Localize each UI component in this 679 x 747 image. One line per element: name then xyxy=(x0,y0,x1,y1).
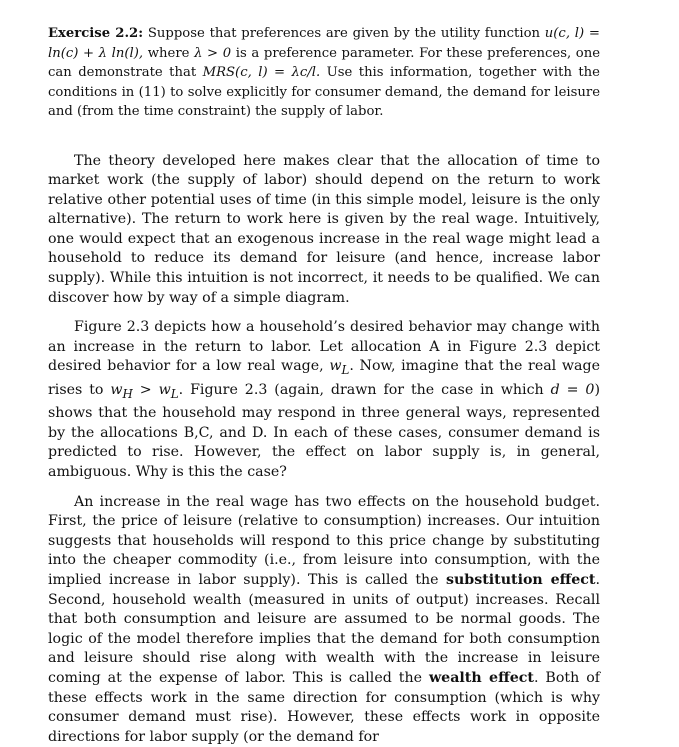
exercise-text-1: Suppose that preferences are given by the utility function xyxy=(147,26,541,41)
p2-text-a: Figure 2.3 depicts how a household’s desired behavior may change with an increase in the return to labor. Let allocation A in Figure 2.3 depict desired behavior for a low real wage, xyxy=(48,319,600,375)
lambda-condition: λ > 0 xyxy=(194,45,232,61)
d-zero: d = 0 xyxy=(550,381,595,398)
document-page xyxy=(48,24,600,747)
p3-text-a: An increase in the real wage has two effects on the household budget. First, the price of leisure (relative to consumption) increases. Our intuition suggests that households will respond to this price change by substituting into the cheaper commodity (i.e., from leisure into consumption, with the implied increase in labor supply). This is called the xyxy=(48,493,600,589)
utility-expression: u(c, l) = ln(c) + λ ln(l), xyxy=(48,26,600,61)
exercise-where: where xyxy=(147,45,190,61)
substitution-effect-term: substitution effect xyxy=(446,572,596,589)
paragraph-figure xyxy=(48,318,600,482)
p2-text-b: . Now, imagine that the real wage rises to xyxy=(48,358,600,398)
paragraph-effects xyxy=(48,493,600,747)
mrs-expression: MRS(c, l) = λc/l. xyxy=(202,65,321,80)
p2-text-c: . Figure 2.3 (again, drawn for the case in which xyxy=(178,381,544,398)
p3-text-b: . Second, household wealth (measured in units of output) increases. Recall that both consumption and leisure are assumed to be normal goods. The logic of the model therefore implies that the demand for both consumption and leisure should rise along with wealth with the increase in leisure coming at the expense of labor. This is called the xyxy=(48,572,600,686)
paragraph-theory: The theory developed here makes clear that the allocation of time to market work (the supply of labor) should depend on the return to work relative other potential uses of time (in this simple model, leisure is the only alternative). The return to work here is given by the real wage. Intuitively, one would expect that an exogenous increase in the real wage might lead a household to reduce its demand for leisure (and hence, increase labor supply). While this intuition is not incorrect, it needs to be qualified. We can discover how by way of a simple diagram. xyxy=(48,152,600,306)
wage-low-2: $w_L$ xyxy=(158,381,179,401)
greater-than: > xyxy=(132,381,159,398)
exercise-label: Exercise 2.2: xyxy=(48,26,144,41)
exercise-text-2: is a preference parameter. For these preferences, one can demonstrate that xyxy=(48,45,601,80)
wealth-effect-term: wealth effect xyxy=(428,670,534,686)
wage-low: $w_L$ xyxy=(329,358,350,378)
p2-text-d: ) shows that the household may respond in three general ways, represented by the allocations B,C, and D. In each of these cases, consumer demand is predicted to rise. However, the effect on labor supply is, in general, ambiguous. Why is this the case? xyxy=(48,381,600,481)
exercise-text-3: Use this information, together with the conditions in (11) to solve explicitly for consumer demand, the demand for leisure and (from the time constraint) the supply of labor. xyxy=(48,65,600,119)
exercise-block xyxy=(48,24,600,122)
p3-text-c: . Both of these effects work in the same direction for consumption (which is why consumer demand must rise). However, these effects work in opposite directions for labor supply (or the demand for xyxy=(48,670,600,745)
wage-high: $w_H$ xyxy=(110,381,133,401)
